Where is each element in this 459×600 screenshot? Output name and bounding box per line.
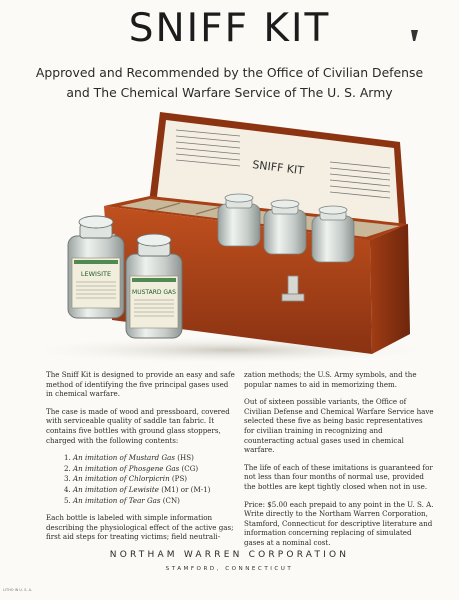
gas-list-code: (HS) <box>177 453 194 463</box>
gas-list <box>46 453 236 505</box>
gas-list-code: (CG) <box>181 463 199 473</box>
subtitle-line-1: Approved and Recommended by the Office of Civilian Defense <box>35 65 424 80</box>
bottle-label-mustard-gas: MUSTARD GAS <box>132 289 176 296</box>
lid-label: SNIFF KIT <box>251 158 305 178</box>
gas-list-name: An imitation of Chlorpicrin <box>73 474 170 484</box>
gas-list-number: 5. <box>64 495 71 505</box>
gas-list-item <box>64 474 236 484</box>
bottle-label-lewisite: LEWISITE <box>80 270 112 278</box>
paragraph-labels: Each bottle is labeled with simple information describing the physiological effect of the active gas; first aid steps for treating victims; field neutrali- <box>46 513 234 542</box>
gas-list-code: (PS) <box>171 474 188 484</box>
print-mark: LITHO IN U. S. A. <box>3 588 33 592</box>
company-city: STAMFORD, CONNECTICUT <box>165 566 294 572</box>
gas-list-item <box>64 464 236 474</box>
subtitle-line-2: and The Chemical Warfare Service of The U. S. Army <box>66 85 393 100</box>
gas-list-item <box>64 496 236 506</box>
paragraph-price: Price: $5.00 each prepaid to any point in the U. S. A. Write directly to the Northam Warren Corporation, Stamford, Connecticut for descriptive literature and information concerning replacing of simulated gases at a nominal cost. <box>244 499 434 547</box>
gas-list-name: An imitation of Mustard Gas <box>73 453 175 463</box>
gas-list-item <box>64 453 236 463</box>
page-title: SNIFF KIT <box>128 6 331 51</box>
paragraph-case: The case is made of wood and pressboard, covered with serviceable quality of saddle tan fabric. It contains five bottles with ground glass stoppers, charged with the following contents: <box>46 406 230 445</box>
gas-list-number: 2. <box>64 463 71 473</box>
gas-list-number: 1. <box>64 453 71 463</box>
gas-list-code: (M1) or (M-1) <box>161 484 211 494</box>
text-column-right <box>244 370 434 556</box>
gas-list-number: 3. <box>64 474 71 484</box>
gas-list-name: An imitation of Lewisite <box>73 484 159 494</box>
gas-list-name: An imitation of Tear Gas <box>73 495 161 505</box>
text-column-left <box>46 370 236 550</box>
paragraph-variants: Out of sixteen possible variants, the Office of Civilian Defense and Chemical Warfare Service have selected these five as being basic representatives for civilian training in recognizing and counteracting actual gases used in chemical warfare. <box>244 397 434 455</box>
paragraph-intro: The Sniff Kit is designed to provide an easy and safe method of identifying the five principal gases used in chemical warfare. <box>46 370 235 399</box>
paragraph-life: The life of each of these imitations is guaranteed for not less than four months of normal use, provided the bottles are kept tightly closed when not in use. <box>244 462 433 491</box>
gas-list-code: (CN) <box>162 495 180 505</box>
gas-list-number: 4. <box>64 484 71 494</box>
sniff-kit-illustration <box>0 106 459 366</box>
clasp <box>288 276 298 294</box>
paragraph-labels-cont: zation methods; the U.S. Army symbols, and the popular names to aid in memorizing them. <box>244 370 417 389</box>
company-name: NORTHAM WARREN CORPORATION <box>109 550 350 560</box>
gas-list-name: An imitation of Phosgene Gas <box>73 463 180 473</box>
gas-list-item <box>64 485 236 495</box>
